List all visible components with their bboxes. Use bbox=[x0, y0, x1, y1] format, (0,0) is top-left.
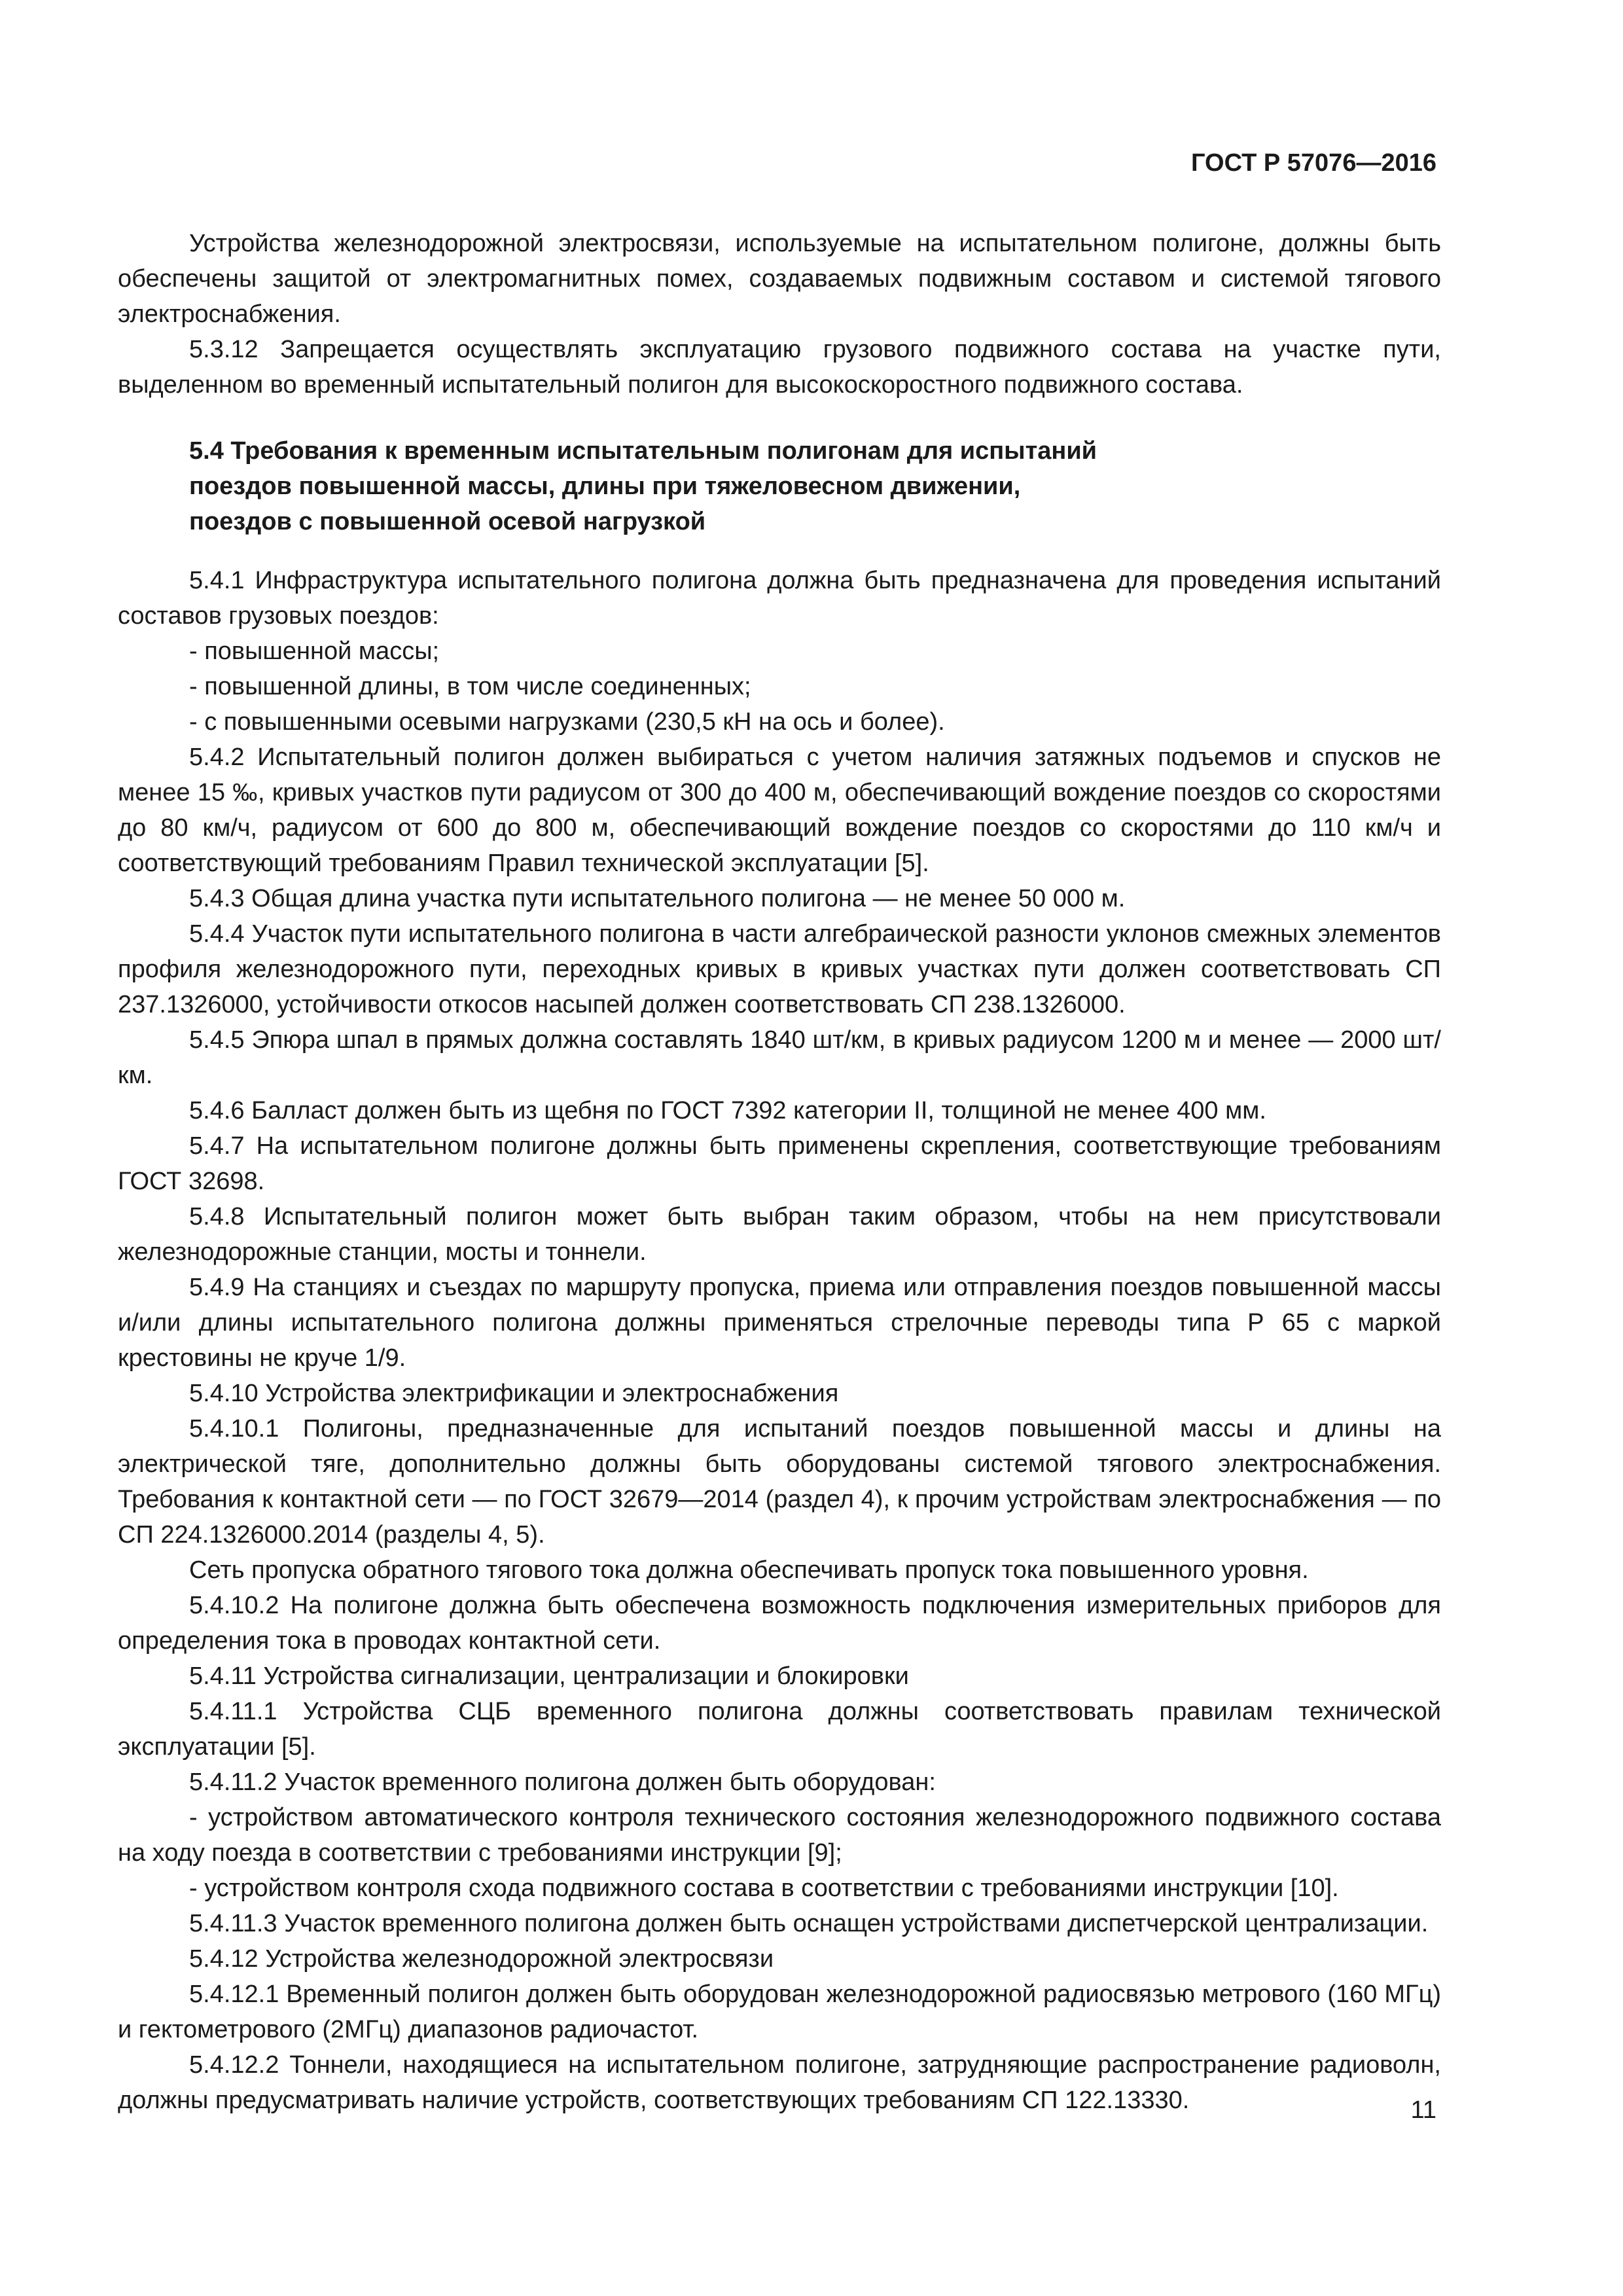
paragraph-5-3-12: 5.3.12 Запрещается осуществлять эксплуатацию грузового подвижного состава на участке пути, выделенном во временный испытательный полигон для высокоскоростного подвижного состава. bbox=[118, 336, 1441, 399]
paragraph-5-4-3: 5.4.3 Общая длина участка пути испытательного полигона — не менее 50 000 м. bbox=[189, 885, 1126, 912]
list-item: - повышенной длины, в том числе соединенных; bbox=[189, 673, 751, 700]
section-heading-line: 5.4 Требования к временным испытательным полигонам для испытаний bbox=[189, 437, 1097, 465]
paragraph-5-4-10: 5.4.10 Устройства электрификации и электроснабжения bbox=[189, 1380, 839, 1407]
document-id-header: ГОСТ Р 57076—2016 bbox=[1191, 149, 1436, 177]
list-item: - с повышенными осевыми нагрузками (230,5 кН на ось и более). bbox=[189, 708, 945, 736]
document-body bbox=[118, 226, 1441, 2118]
paragraph-5-4-8: 5.4.8 Испытательный полигон может быть выбран таким образом, чтобы на нем присутствовали железнодорожные станции, мосты и тоннели. bbox=[118, 1203, 1441, 1266]
paragraph-5-4-11-3: 5.4.11.3 Участок временного полигона должен быть оснащен устройствами диспетчерской централизации. bbox=[189, 1910, 1429, 1937]
section-heading-line: поездов с повышенной осевой нагрузкой bbox=[189, 508, 706, 535]
paragraph-5-4-11-2: 5.4.11.2 Участок временного полигона должен быть оборудован: bbox=[189, 1768, 936, 1796]
paragraph-5-4-9: 5.4.9 На станциях и съездах по маршруту пропуска, приема или отправления поездов повышенной массы и/или длины испытательного полигона должны применяться стрелочные переводы типа Р 65 с маркой крестовины не круче 1/9. bbox=[118, 1274, 1441, 1372]
paragraph-5-4-11: 5.4.11 Устройства сигнализации, централизации и блокировки bbox=[189, 1662, 909, 1690]
paragraph-5-4-4: 5.4.4 Участок пути испытательного полигона в части алгебраической разности уклонов смежных элементов профиля железнодорожного пути, переходных кривых в кривых участках пути должен соответствовать СП 237.1326000, устойчивости откосов насыпей должен соответствовать СП 238.1326000. bbox=[118, 920, 1441, 1018]
list-item: - повышенной массы; bbox=[189, 637, 440, 665]
paragraph-5-4-5: 5.4.5 Эпюра шпал в прямых должна составлять 1840 шт/км, в кривых радиусом 1200 м и менее — 2000 шт/км. bbox=[118, 1026, 1441, 1089]
paragraph-5-4-11-1: 5.4.11.1 Устройства СЦБ временного полигона должны соответствовать правилам технической эксплуатации [5]. bbox=[118, 1698, 1441, 1761]
paragraph-intro: Устройства железнодорожной электросвязи, используемые на испытательном полигоне, должны быть обеспечены защитой от электромагнитных помех, создаваемых подвижным составом и системой тягового электроснабжения. bbox=[118, 230, 1441, 328]
paragraph-5-4-12-2: 5.4.12.2 Тоннели, находящиеся на испытательном полигоне, затрудняющие распространение радиоволн, должны предусматривать наличие устройств, соответствующих требованиям СП 122.13330. bbox=[118, 2051, 1441, 2114]
section-heading-5-4 bbox=[189, 433, 1441, 539]
list-item: - устройством автоматического контроля технического состояния железнодорожного подвижного состава на ходу поезда в соответствии с требованиями инструкции [9]; bbox=[118, 1804, 1441, 1867]
paragraph-5-4-12-1: 5.4.12.1 Временный полигон должен быть оборудован железнодорожной радиосвязью метрового (160 МГц) и гектометрового (2МГц) диапазонов радиочастот. bbox=[118, 1981, 1441, 2043]
paragraph-5-4-10-1: 5.4.10.1 Полигоны, предназначенные для испытаний поездов повышенной массы и длины на электрической тяге, дополнительно должны быть оборудованы системой тягового электроснабжения. Требования к контактной сети — по ГОСТ 32679—2014 (раздел 4), к прочим устройствам электроснабжения — по СП 224.1326000.2014 (разделы 4, 5). bbox=[118, 1415, 1441, 1549]
paragraph-5-4-1: 5.4.1 Инфраструктура испытательного полигона должна быть предназначена для проведения испытаний составов грузовых поездов: bbox=[118, 567, 1441, 630]
list-item: - устройством контроля схода подвижного состава в соответствии с требованиями инструкции [10]. bbox=[189, 1874, 1339, 1902]
paragraph-5-4-6: 5.4.6 Балласт должен быть из щебня по ГОСТ 7392 категории II, толщиной не менее 400 мм. bbox=[189, 1097, 1266, 1124]
paragraph-5-4-2: 5.4.2 Испытательный полигон должен выбираться с учетом наличия затяжных подъемов и спусков не менее 15 ‰, кривых участков пути радиусом от 300 до 400 м, обеспечивающий вождение поездов со скоростями до 80 км/ч, радиусом от 600 до 800 м, обеспечивающий вождение поездов со скоростями до 110 км/ч и соответствующий требованиям Правил технической эксплуатации [5]. bbox=[118, 744, 1441, 877]
paragraph-5-4-10-2: 5.4.10.2 На полигоне должна быть обеспечена возможность подключения измерительных приборов для определения тока в проводах контактной сети. bbox=[118, 1592, 1441, 1655]
paragraph-5-4-7: 5.4.7 На испытательном полигоне должны быть применены скрепления, соответствующие требованиям ГОСТ 32698. bbox=[118, 1132, 1441, 1195]
section-heading-line: поездов повышенной массы, длины при тяжеловесном движении, bbox=[189, 473, 1021, 500]
paragraph-5-4-12: 5.4.12 Устройства железнодорожной электросвязи bbox=[189, 1945, 774, 1973]
page-number: 11 bbox=[1410, 2096, 1436, 2124]
paragraph-return-current: Сеть пропуска обратного тягового тока должна обеспечивать пропуск тока повышенного уровня. bbox=[189, 1556, 1309, 1584]
